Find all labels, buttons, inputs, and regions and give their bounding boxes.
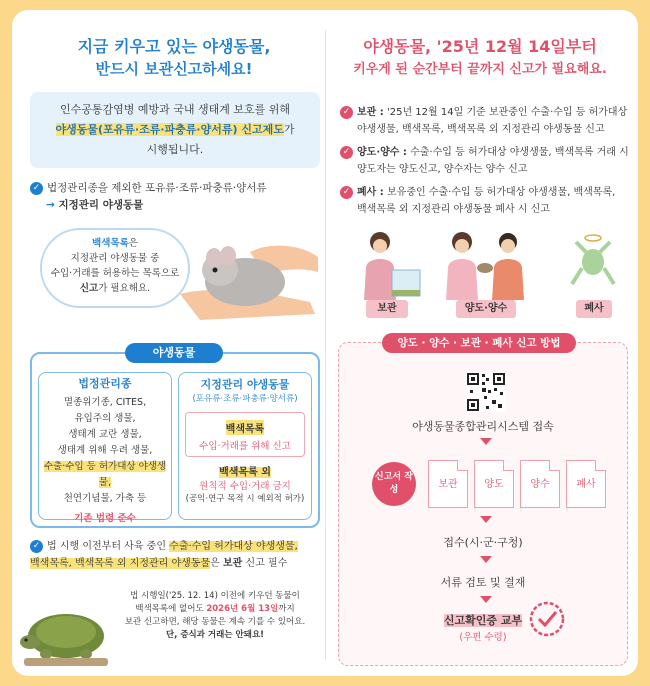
item-key: 양도·양수 :: [357, 147, 407, 158]
down-arrow-icon: [480, 438, 492, 445]
cloud-line4-rest: 가 필요해요.: [98, 283, 151, 294]
whitelist-title: 백색목록: [226, 420, 265, 435]
qr-code-icon[interactable]: [466, 372, 506, 412]
grace-line2: [110, 603, 320, 616]
whitelist-cloud: [40, 228, 190, 308]
scene-label-transfer: 양도·양수: [456, 300, 516, 318]
dead-frog-illustration: [570, 228, 616, 300]
doc-receive: 양수: [520, 460, 560, 508]
step-review: 서류 검토 및 결재: [440, 576, 526, 589]
whitelist-box: [185, 412, 305, 457]
grace-line2-pre: 백색목록에 없어도: [135, 604, 207, 614]
intro-box: [30, 92, 320, 168]
legal-item: 천연기념물, 가축 등: [63, 493, 147, 504]
grace-period-text: [110, 590, 320, 642]
check-icon: ✓: [30, 540, 43, 553]
chinchilla-hands-illustration: [180, 232, 320, 322]
grace-line2-post: 까지: [278, 604, 295, 614]
legal-item-highlight: [39, 459, 171, 491]
check-icon: ✓: [340, 146, 353, 159]
transfer-scene-illustration: [440, 228, 530, 300]
wild-animal-label: 야생동물: [125, 343, 223, 363]
note1-designated-text: 지정관리 야생동물: [58, 199, 144, 211]
designated-head: 지정관리 야생동물: [200, 378, 290, 391]
down-arrow-icon: [480, 556, 492, 563]
left-title-line1: 지금 키우고 있는 야생동물,: [77, 37, 271, 56]
note2-hl2: 백색목록, 백색목록 외 지정관리 야생동물: [30, 558, 211, 569]
item-cont: 야생생물, 백색목록, 백색목록 외 지정관리 야생동물 신고: [357, 124, 605, 135]
turtle-illustration: [18, 592, 110, 672]
note2-end: 신고 필수: [242, 558, 288, 569]
process-label: 양도 · 양수 · 보관 · 폐사 신고 방법: [382, 333, 576, 353]
note-designated: [46, 197, 143, 212]
check-icon: ✓: [340, 106, 353, 119]
outside-title: 백색목록 외: [219, 467, 271, 478]
column-divider: [325, 30, 326, 660]
intro-line2-rest: 가: [283, 123, 295, 136]
grace-line3: 보관 신고하면, 해당 동물은 계속 기를 수 있어요.: [124, 617, 306, 627]
doc-transfer: 양도: [474, 460, 514, 508]
left-title-line2: 반드시 보관신고하세요!: [95, 60, 253, 78]
report-item-storage: [340, 104, 630, 138]
report-item-death: [340, 184, 630, 218]
scene-label-death: 폐사: [576, 300, 612, 318]
legal-item: 유입주의 생물,: [74, 413, 136, 424]
item-text: 수출·수입 등 허가대상 야생생물, 백색목록 거래 시: [410, 147, 629, 158]
item-key: 폐사 :: [357, 187, 384, 198]
certificate-sub: (우편 수령): [459, 632, 507, 643]
right-title-line1: 야생동물, '25년 12월 14일부터: [363, 37, 597, 56]
outside-sub2: (공익·연구 목적 시 예외적 허가): [185, 494, 305, 504]
cloud-line4: [42, 281, 188, 296]
intro-line3: 시행됩니다.: [146, 143, 204, 156]
check-icon: ✓: [30, 182, 43, 195]
intro-line1: 인수공통감염병 예방과 국내 생태계 보호를 위해: [59, 103, 290, 116]
item-text: '25년 12월 14일 기준 보관중인 수출·수입 등 허가대상: [387, 107, 628, 118]
intro-highlight: 야생동물(포유류·조류·파충류·양서류) 신고제도: [55, 123, 284, 136]
arrow-right-icon: →: [46, 199, 55, 211]
legal-species-box: [38, 372, 172, 524]
step-certificate: [338, 612, 628, 628]
cloud-title: 백색목록: [92, 238, 129, 249]
legal-item: 생태계 위해 우려 생물,: [57, 445, 153, 456]
note1-text: 법정관리종을 제외한 포유류·조류·파충류·양서류: [47, 182, 267, 194]
legal-item: 생태계 교란 생물,: [68, 429, 142, 440]
down-arrow-icon: [480, 516, 492, 523]
grace-line4: 단, 증식과 거래는 안돼요!: [165, 630, 265, 640]
grace-deadline: 2026년 6월 13일: [206, 604, 279, 614]
cloud-line1: [42, 236, 188, 251]
note-legal-exclusion: [30, 180, 267, 195]
step-reception: 접수(시·군·구청): [443, 536, 523, 549]
cloud-title-suffix: 은: [128, 238, 138, 249]
item-key: 보관 :: [357, 107, 384, 118]
legal-item: 멸종위기종, CITES,: [63, 397, 147, 408]
note2-pre: 법 시행 이전부터 사육 중인: [47, 541, 170, 552]
legal-footer: 기존 법령 준수: [74, 513, 136, 524]
approved-stamp-icon: [528, 600, 566, 638]
right-title-line2: 키우게 된 순간부터 끝까지 신고가 필요해요.: [353, 62, 607, 77]
cloud-line3: 수입·거래를 허용하는 목록으로: [50, 268, 180, 279]
designated-head-sub: (포유류·조류·파충류·양서류): [192, 394, 298, 404]
designated-box: [178, 372, 312, 520]
item-cont: 양도자는 양도신고, 양수자는 양수 신고: [357, 164, 528, 175]
storage-scene-illustration: [352, 228, 422, 300]
legal-species-head: 법정관리종: [78, 377, 132, 390]
scene-label-storage: 보관: [366, 300, 408, 318]
cloud-bold: 신고: [79, 283, 99, 294]
note2-hl1: 수출·수입 허가대상 야생생물,: [169, 541, 298, 552]
legal-hl-text: 수출·수입 등 허가대상 야생생물,: [43, 461, 167, 488]
grace-line1: 법 시행일('25. 12. 14) 이전에 키우던 동물이: [130, 591, 300, 601]
form-write-circle: 신고서 작성: [372, 462, 416, 506]
item-cont: 백색목록 외 지정관리 야생동물 폐사 시 신고: [357, 204, 550, 215]
check-icon: ✓: [340, 186, 353, 199]
item-text: 보유중인 수출·수입 등 허가대상 야생생물, 백색목록,: [387, 187, 616, 198]
note-existing-owners: [30, 538, 320, 572]
down-arrow-icon: [480, 596, 492, 603]
doc-storage: 보관: [428, 460, 468, 508]
note2-bold: 보관: [222, 558, 243, 569]
whitelist-sub: 수입·거래를 위해 신고: [199, 441, 291, 452]
certificate-text: 신고확인증 교부: [443, 614, 523, 627]
outside-sub: 원칙적 수입·거래 금지: [199, 481, 291, 492]
note2-post: 은: [210, 558, 223, 569]
report-item-transfer: [340, 144, 630, 178]
outside-whitelist: [179, 463, 311, 478]
cloud-line2: 지정관리 야생동물 중: [70, 253, 160, 264]
intro-line2: [30, 120, 320, 140]
doc-death: 폐사: [566, 460, 606, 508]
step-system-access: 야생동물종합관리시스템 접속: [412, 420, 554, 433]
